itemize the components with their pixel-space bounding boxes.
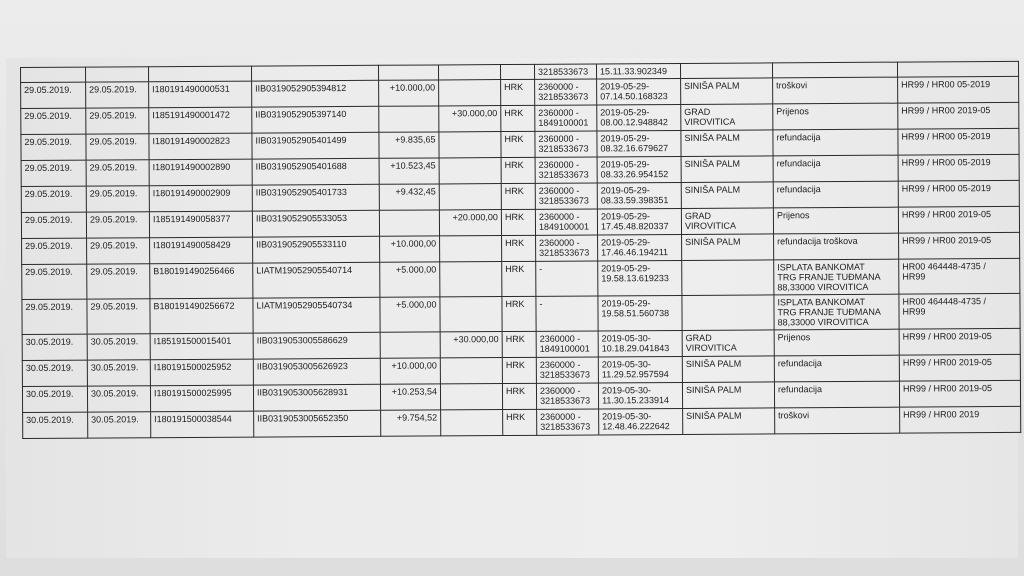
debit-amount-cell — [439, 184, 501, 210]
value-date-cell: 29.05.2019. — [22, 264, 87, 299]
payer-name-cell: GRAD VIROVITICA — [681, 104, 773, 131]
timestamp-cell: 2019-05-29- 17.45.48.820337 — [597, 208, 681, 235]
value-date-cell: 29.05.2019. — [21, 186, 86, 212]
description-cell: troškovi — [775, 407, 900, 434]
debit-amount-cell — [440, 384, 502, 410]
payment-code-cell: HR99 / HR00 05-2019 — [898, 154, 1019, 181]
credit-amount-cell: +10.253,54 — [380, 384, 440, 410]
reference-cell: I180191500025952 — [150, 359, 253, 386]
payment-code-cell: HR99 / HR00 05-2019 — [898, 128, 1019, 155]
currency-cell: HRK — [501, 183, 535, 209]
account-cell: 3218533673 — [534, 64, 596, 79]
debit-amount-cell: +20.000,00 — [439, 210, 501, 236]
posting-date-cell: 29.05.2019. — [86, 212, 149, 238]
timestamp-cell: 2019-05-30- 11.30.15.233914 — [598, 382, 682, 409]
reference-cell: I180191490058429 — [150, 237, 253, 264]
timestamp-cell: 2019-05-29- 19.58.51.560738 — [598, 295, 682, 331]
payer-name-cell: SINIŠA PALM — [681, 78, 773, 105]
posting-date-cell: 30.05.2019. — [88, 412, 151, 438]
credit-amount-cell — [379, 210, 439, 236]
transactions-table — [20, 61, 1021, 439]
posting-date-cell: 29.05.2019. — [87, 238, 150, 264]
account-cell: 2360000 - 3218533673 — [535, 131, 597, 157]
description-cell: refundacija troškova — [774, 233, 899, 260]
currency-cell: HRK — [502, 357, 536, 383]
debit-amount-cell — [439, 132, 501, 158]
reference-cell: I185191490058377 — [149, 211, 252, 238]
transaction-id-cell: IIB0319052905397140 — [252, 106, 379, 133]
description-cell: ISPLATA BANKOMAT TRG FRANJE TUĐMANA 88,33000 VIROVITICA — [774, 294, 899, 330]
posting-date-cell: 29.05.2019. — [86, 160, 149, 186]
timestamp-cell: 2019-05-30- 11.29.52.957594 — [598, 356, 682, 383]
posting-date-cell: 30.05.2019. — [87, 386, 150, 412]
timestamp-cell: 2019-05-29- 08.33.26.954152 — [597, 156, 681, 183]
payment-code-cell: HR99 / HR00 2019-05 — [899, 380, 1020, 407]
debit-amount-cell — [439, 158, 501, 184]
debit-amount-cell — [440, 262, 502, 297]
credit-amount-cell — [380, 332, 440, 358]
debit-amount-cell — [439, 80, 501, 106]
timestamp-cell: 2019-05-29- 19.58.13.619233 — [598, 260, 682, 296]
reference-cell: B180191490256466 — [150, 263, 253, 299]
value-date-cell: 30.05.2019. — [23, 412, 88, 438]
credit-amount-cell: +9.835,65 — [379, 132, 439, 158]
payer-name-cell: SINIŠA PALM — [682, 234, 774, 261]
payer-name-cell — [682, 260, 774, 296]
credit-amount-cell: +9.432,45 — [379, 184, 439, 210]
timestamp-cell: 2019-05-29- 08.32.16.679627 — [597, 130, 681, 157]
posting-date-cell: 29.05.2019. — [86, 108, 149, 134]
timestamp-cell: 2019-05-29- 17.46.46.194211 — [598, 234, 682, 261]
transaction-id-cell: IIB0319053005626923 — [253, 358, 380, 385]
reference-cell: B180191490256672 — [150, 298, 253, 334]
value-date-cell: 29.05.2019. — [21, 134, 86, 160]
payment-code-cell: HR99 / HR00 2019-05 — [898, 206, 1019, 233]
description-cell: troškovi — [773, 77, 898, 104]
account-cell: 2360000 - 3218533673 — [535, 183, 597, 209]
credit-amount-cell — [379, 106, 439, 132]
currency-cell: HRK — [502, 383, 536, 409]
currency-cell: HRK — [502, 261, 536, 296]
payment-code-cell: HR99 / HR00 05-2019 — [898, 76, 1019, 103]
payment-code-cell: HR99 / HR00 2019-05 — [899, 328, 1020, 355]
transaction-id-cell: IIB0319052905401733 — [252, 184, 379, 211]
account-cell: 2360000 - 3218533673 — [536, 383, 598, 409]
reference-cell: I185191490001472 — [149, 107, 252, 134]
value-date-cell: 29.05.2019. — [21, 108, 86, 134]
timestamp-cell: 2019-05-30- 12.48.46.222642 — [599, 408, 683, 435]
credit-amount-cell: +10.000,00 — [380, 358, 440, 384]
posting-date-cell: 29.05.2019. — [86, 82, 149, 108]
description-cell: refundacija — [773, 129, 898, 156]
currency-cell: HRK — [502, 235, 536, 261]
timestamp-cell: 2019-05-29- 08.00.12.948842 — [597, 104, 681, 131]
value-date-cell: 30.05.2019. — [22, 386, 87, 412]
payer-name-cell: SINIŠA PALM — [682, 356, 774, 383]
reference-cell: I180191500025995 — [150, 385, 253, 412]
description-cell: Prijenos — [773, 207, 898, 234]
transaction-id-cell: IIB0319052905401499 — [252, 132, 379, 159]
debit-amount-cell — [440, 358, 502, 384]
payer-name-cell: SINIŠA PALM — [683, 408, 775, 435]
transaction-id-cell: IIB0319052905401688 — [252, 158, 379, 185]
value-date-cell: 29.05.2019. — [22, 238, 87, 264]
account-cell: 2360000 - 3218533673 — [535, 157, 597, 183]
reference-cell: I180191490002823 — [149, 133, 252, 160]
transaction-id-cell: LIATM19052905540734 — [253, 297, 380, 333]
transaction-id-cell: IIB0319053005628931 — [253, 384, 380, 411]
payer-name-cell: SINIŠA PALM — [681, 182, 773, 209]
debit-amount-cell — [440, 236, 502, 262]
description-cell: refundacija — [773, 181, 898, 208]
debit-amount-cell: +30.000,00 — [440, 332, 502, 358]
payment-code-cell: HR99 / HR00 2019-05 — [899, 354, 1020, 381]
transaction-id-cell: IIB0319053005586629 — [253, 332, 380, 359]
transaction-id-cell: IIB0319053005652350 — [254, 410, 381, 437]
table-row — [23, 406, 1021, 438]
value-date-cell: 29.05.2019. — [21, 160, 86, 186]
description-cell: refundacija — [774, 381, 899, 408]
description-cell: refundacija — [773, 155, 898, 182]
debit-amount-cell: +30.000,00 — [439, 106, 501, 132]
value-date-cell: 29.05.2019. — [21, 212, 86, 238]
payer-name-cell: SINIŠA PALM — [682, 382, 774, 409]
value-date-cell: 29.05.2019. — [21, 82, 86, 108]
posting-date-cell: 29.05.2019. — [86, 134, 149, 160]
description-cell: Prijenos — [773, 103, 898, 130]
debit-amount-cell — [441, 410, 503, 436]
posting-date-cell: 29.05.2019. — [87, 299, 150, 334]
credit-amount-cell: +10.000,00 — [380, 236, 440, 262]
credit-amount-cell: +5.000,00 — [380, 262, 440, 297]
posting-date-cell: 29.05.2019. — [87, 264, 150, 299]
account-cell: - — [536, 296, 598, 331]
account-cell: 2360000 - 3218533673 — [537, 409, 599, 435]
currency-cell: HRK — [501, 105, 535, 131]
timestamp-cell: 2019-05-30- 10.18.29.041843 — [598, 330, 682, 357]
credit-amount-cell: +9.754,52 — [381, 410, 441, 436]
timestamp-cell: 2019-05-29- 07.14.50.168323 — [597, 78, 681, 105]
timestamp-cell: 2019-05-29- 08.33.59.398351 — [597, 182, 681, 209]
currency-cell: HRK — [501, 131, 535, 157]
account-cell: 2360000 - 1849100001 — [535, 209, 597, 235]
description-cell: Prijenos — [774, 329, 899, 356]
timestamp-cell: 15.11.33.902349 — [596, 63, 680, 79]
transaction-id-cell: IIB0319052905533053 — [252, 210, 379, 237]
payer-name-cell: GRAD VIROVITICA — [682, 330, 774, 357]
value-date-cell: 29.05.2019. — [22, 299, 87, 334]
transaction-id-cell: IIB0319052905533110 — [253, 236, 380, 263]
payment-code-cell: HR99 / HR00 2019-05 — [898, 102, 1019, 129]
account-cell: 2360000 - 3218533673 — [535, 79, 597, 105]
payment-code-cell: HR00 464448-4735 / HR99 — [899, 258, 1020, 294]
payment-code-cell: HR99 / HR00 2019 — [900, 406, 1021, 433]
value-date-cell: 30.05.2019. — [22, 334, 87, 360]
posting-date-cell: 30.05.2019. — [87, 360, 150, 386]
payment-code-cell: HR99 / HR00 05-2019 — [898, 180, 1019, 207]
payer-name-cell: SINIŠA PALM — [681, 130, 773, 157]
credit-amount-cell: +10.523,45 — [379, 158, 439, 184]
transaction-id-cell: IIB0319052905394812 — [252, 80, 379, 107]
reference-cell: I180191490000531 — [149, 81, 252, 108]
currency-cell: HRK — [502, 296, 536, 331]
payment-code-cell: HR99 / HR00 2019-05 — [899, 232, 1020, 259]
posting-date-cell: 30.05.2019. — [87, 334, 150, 360]
debit-amount-cell — [440, 297, 502, 332]
description-cell: refundacija — [774, 355, 899, 382]
currency-cell: HRK — [501, 157, 535, 183]
reference-cell: I180191500038544 — [151, 411, 254, 438]
currency-cell: HRK — [502, 331, 536, 357]
account-cell: 2360000 - 1849100001 — [536, 331, 598, 357]
payer-name-cell: SINIŠA PALM — [681, 156, 773, 183]
transaction-id-cell: LIATM19052905540714 — [253, 262, 380, 298]
reference-cell: I180191490002909 — [149, 185, 252, 212]
reference-cell: I185191500015401 — [150, 333, 253, 360]
payer-name-cell: GRAD VIROVITICA — [681, 208, 773, 235]
reference-cell: I180191490002890 — [149, 159, 252, 186]
currency-cell: HRK — [501, 209, 535, 235]
posting-date-cell: 29.05.2019. — [86, 186, 149, 212]
payer-name-cell — [682, 295, 774, 331]
currency-cell: HRK — [503, 409, 537, 435]
value-date-cell: 30.05.2019. — [22, 360, 87, 386]
description-cell: ISPLATA BANKOMAT TRG FRANJE TUĐMANA 88,33000 VIROVITICA — [774, 259, 899, 295]
account-cell: - — [536, 261, 598, 296]
account-cell: 2360000 - 3218533673 — [536, 357, 598, 383]
currency-cell: HRK — [501, 79, 535, 105]
credit-amount-cell: +5.000,00 — [380, 297, 440, 332]
account-cell: 2360000 - 3218533673 — [536, 235, 598, 261]
account-cell: 2360000 - 1849100001 — [535, 105, 597, 131]
payment-code-cell: HR00 464448-4735 / HR99 — [899, 293, 1020, 329]
credit-amount-cell: +10.000,00 — [379, 80, 439, 106]
